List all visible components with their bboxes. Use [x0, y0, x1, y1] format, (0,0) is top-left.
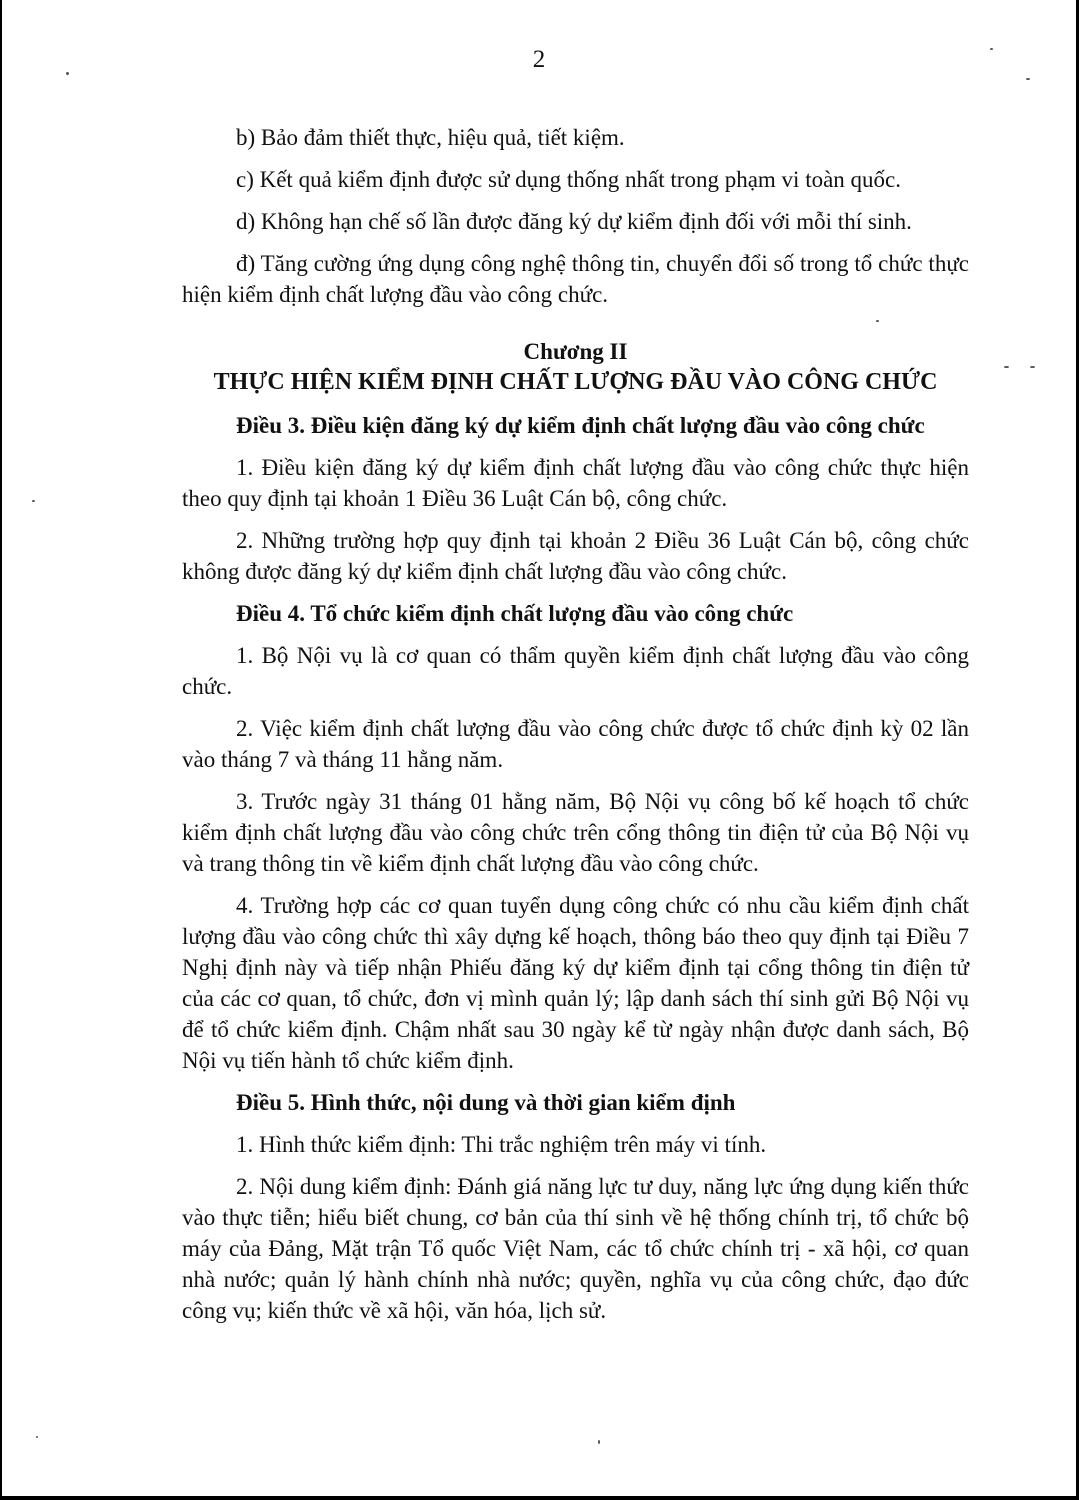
scan-speck: [1030, 366, 1035, 368]
chapter-label: Chương II: [523, 339, 628, 364]
scan-speck: [66, 72, 69, 75]
clause-c: c) Kết quả kiểm định được sử dụng thống nhất trong phạm vi toàn quốc.: [236, 167, 902, 192]
article-5-clause-2: 2. Nội dung kiểm định: Đánh giá năng lực tư duy, năng lực ứng dụng kiến thức vào thực tiễn; hiểu biết chung, cơ bản của thí sinh về hệ thống chính trị, tổ chức bộ máy của Đảng, Mặt trận Tổ quốc Việt Nam, các tổ chức chính trị - xã hội, cơ quan nhà nước; quản lý hành chính nhà nước; quyền, nghĩa vụ của công chức, đạo đức công vụ; kiến thức về xã hội, văn hóa, lịch sử.: [182, 1174, 969, 1323]
article-4-clause-3: 3. Trước ngày 31 tháng 01 hằng năm, Bộ Nội vụ công bố kế hoạch tổ chức kiểm định chất lượng đầu vào công chức trên cổng thông tin điện tử của Bộ Nội vụ và trang thông tin về kiểm định chất lượng đầu vào công chức.: [182, 789, 969, 876]
article-4-heading: Điều 4. Tổ chức kiểm định chất lượng đầu vào công chức: [236, 601, 794, 626]
article-5-clause-1: 1. Hình thức kiểm định: Thi trắc nghiệm trên máy vi tính.: [236, 1132, 767, 1157]
clause-b: b) Bảo đảm thiết thực, hiệu quả, tiết kiệm.: [236, 125, 625, 150]
article-4-clause-2: 2. Việc kiểm định chất lượng đầu vào công chức được tổ chức định kỳ 02 lần vào tháng 7 và tháng 11 hằng năm.: [182, 716, 969, 772]
chapter-title: THỰC HIỆN KIỂM ĐỊNH CHẤT LƯỢNG ĐẦU VÀO CÔNG CHỨC: [213, 369, 938, 395]
article-5-heading: Điều 5. Hình thức, nội dung và thời gian kiểm định: [236, 1090, 736, 1115]
document-body: [182, 122, 969, 1337]
document-page: [2, 0, 1076, 1496]
page-number: 2: [532, 46, 546, 73]
clause-dd: đ) Tăng cường ứng dụng công nghệ thông tin, chuyển đổi số trong tổ chức thực hiện kiểm định chất lượng đầu vào công chức.: [182, 251, 969, 307]
article-3-clause-1: 1. Điều kiện đăng ký dự kiểm định chất lượng đầu vào công chức thực hiện theo quy định tại khoản 1 Điều 36 Luật Cán bộ, công chức.: [182, 455, 969, 511]
scan-speck: [36, 1436, 38, 1438]
scan-speck: [876, 320, 879, 322]
clause-d: d) Không hạn chế số lần được đăng ký dự kiểm định đối với mỗi thí sinh.: [236, 209, 912, 234]
article-4-clause-1: 1. Bộ Nội vụ là cơ quan có thẩm quyền kiểm định chất lượng đầu vào công chức.: [182, 643, 969, 699]
article-3-clause-2: 2. Những trường hợp quy định tại khoản 2 Điều 36 Luật Cán bộ, công chức không được đăng ký dự kiểm định chất lượng đầu vào công chức.: [182, 528, 969, 584]
scan-speck: [1026, 78, 1030, 80]
scan-speck: [32, 500, 35, 502]
scan-speck: [1004, 366, 1009, 368]
article-3-heading: Điều 3. Điều kiện đăng ký dự kiểm định chất lượng đầu vào công chức: [236, 413, 925, 438]
article-4-clause-4: 4. Trường hợp các cơ quan tuyển dụng công chức có nhu cầu kiểm định chất lượng đầu vào công chức thì xây dựng kế hoạch, thông báo theo quy định tại Điều 7 Nghị định này và tiếp nhận Phiếu đăng ký dự kiểm định tại cổng thông tin điện tử của các cơ quan, tổ chức, đơn vị mình quản lý; lập danh sách thí sinh gửi Bộ Nội vụ để tổ chức kiểm định. Chậm nhất sau 30 ngày kể từ ngày nhận được danh sách, Bộ Nội vụ tiến hành tổ chức kiểm định.: [182, 893, 969, 1073]
scan-speck: [990, 48, 993, 50]
scan-speck: [598, 1440, 600, 1444]
